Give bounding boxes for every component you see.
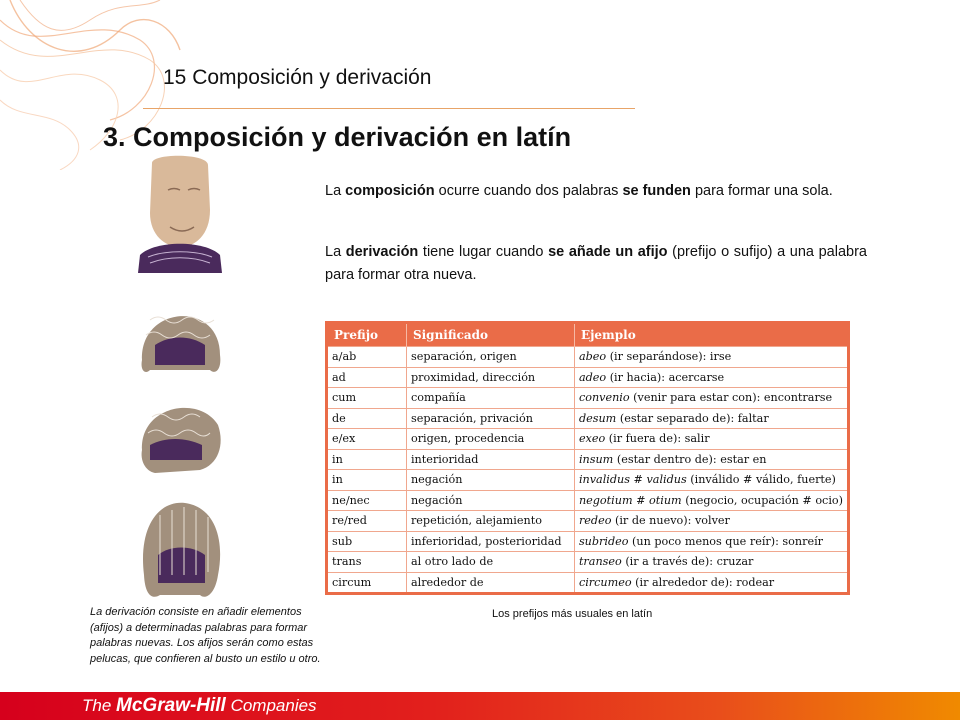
example-latin-word: invalidus # validus bbox=[578, 473, 687, 487]
bust-and-wigs-illustration bbox=[130, 155, 230, 605]
example-translation: (ir fuera de): salir bbox=[605, 432, 710, 446]
meaning-cell: repetición, alejamiento bbox=[406, 511, 574, 532]
table-row bbox=[327, 367, 849, 388]
meaning-cell: compañía bbox=[406, 388, 574, 409]
meaning-cell: negación bbox=[406, 490, 574, 511]
example-translation: (venir para estar con): encontrarse bbox=[629, 391, 833, 405]
example-cell bbox=[574, 347, 848, 368]
example-translation: (ir alrededor de): rodear bbox=[631, 575, 775, 589]
composition-paragraph bbox=[325, 180, 867, 203]
table-row bbox=[327, 429, 849, 450]
example-cell bbox=[574, 449, 848, 470]
p1-text-3: para formar una sola. bbox=[690, 183, 833, 199]
example-translation: (ir de nuevo): volver bbox=[611, 514, 730, 528]
example-latin-word: transeo bbox=[578, 555, 622, 569]
meaning-cell: separación, origen bbox=[406, 347, 574, 368]
prefix-cell: ad bbox=[327, 367, 407, 388]
table-row bbox=[327, 490, 849, 511]
prefix-cell: re/red bbox=[327, 511, 407, 532]
p1-text-1: La bbox=[325, 183, 346, 199]
meaning-cell: negación bbox=[406, 470, 574, 491]
table-row bbox=[327, 511, 849, 532]
derivation-paragraph bbox=[325, 241, 867, 287]
p1-bold-composicion: composición bbox=[345, 183, 435, 199]
section-header: 15 Composición y derivación bbox=[163, 66, 432, 89]
example-latin-word: desum bbox=[578, 411, 617, 425]
example-translation: (estar separado de): faltar bbox=[616, 411, 769, 425]
wig-caption: La derivación consiste en añadir elementos (afijos) a determinadas palabras para formar palabras nuevas. Los afijos serán como estas pelucas, que confieren al busto un estilo u otro. bbox=[90, 606, 321, 665]
example-translation: (ir separándose): irse bbox=[606, 350, 732, 364]
example-translation: (negocio, ocupación # ocio) bbox=[681, 493, 843, 507]
footer-bar bbox=[0, 692, 960, 720]
wig-3 bbox=[143, 503, 220, 597]
prefix-table bbox=[325, 321, 850, 595]
prefix-cell: in bbox=[327, 470, 407, 491]
brand-prefix: The bbox=[82, 696, 117, 715]
example-cell bbox=[574, 367, 848, 388]
wig-1 bbox=[142, 316, 221, 372]
p2-bold-derivacion: derivación bbox=[345, 244, 419, 260]
prefix-cell: circum bbox=[327, 572, 407, 594]
header-prefijo: Prefijo bbox=[327, 323, 407, 347]
header-ejemplo: Ejemplo bbox=[574, 323, 848, 347]
meaning-cell: separación, privación bbox=[406, 408, 574, 429]
table-row bbox=[327, 572, 849, 594]
meaning-cell: origen, procedencia bbox=[406, 429, 574, 450]
table-row bbox=[327, 552, 849, 573]
example-cell bbox=[574, 490, 848, 511]
example-latin-word: abeo bbox=[578, 350, 607, 364]
meaning-cell: interioridad bbox=[406, 449, 574, 470]
example-cell bbox=[574, 552, 848, 573]
example-translation: (estar dentro de): estar en bbox=[613, 452, 767, 466]
p1-text-2: ocurre cuando dos palabras bbox=[434, 183, 623, 199]
meaning-cell: alrededor de bbox=[406, 572, 574, 594]
p1-bold-se-funden: se funden bbox=[622, 183, 691, 199]
p2-text-3: (prefijo o sufijo) a una palabra para formar otra nueva. bbox=[325, 244, 867, 283]
table-caption: Los prefijos más usuales en latín bbox=[492, 608, 653, 620]
prefix-cell: de bbox=[327, 408, 407, 429]
p2-text-1: La bbox=[325, 244, 346, 260]
example-cell bbox=[574, 388, 848, 409]
example-cell bbox=[574, 470, 848, 491]
example-latin-word: redeo bbox=[578, 514, 612, 528]
example-latin-word: exeo bbox=[578, 432, 606, 446]
prefix-cell: ne/nec bbox=[327, 490, 407, 511]
example-latin-word: convenio bbox=[578, 391, 630, 405]
slide-title: 3. Composición y derivación en latín bbox=[103, 122, 572, 152]
example-latin-word: adeo bbox=[578, 370, 607, 384]
table-row bbox=[327, 531, 849, 552]
example-latin-word: negotium # otium bbox=[578, 493, 682, 507]
example-cell bbox=[574, 531, 848, 552]
meaning-cell: al otro lado de bbox=[406, 552, 574, 573]
header-divider bbox=[143, 108, 635, 109]
example-cell bbox=[574, 511, 848, 532]
table-row bbox=[327, 347, 849, 368]
table-header-row bbox=[327, 323, 849, 347]
wig-2 bbox=[142, 408, 221, 473]
bust-figure bbox=[138, 156, 222, 273]
example-latin-word: circumeo bbox=[578, 575, 632, 589]
prefix-cell: cum bbox=[327, 388, 407, 409]
meaning-cell: inferioridad, posterioridad bbox=[406, 531, 574, 552]
table-row bbox=[327, 470, 849, 491]
example-cell bbox=[574, 572, 848, 594]
meaning-cell: proximidad, dirección bbox=[406, 367, 574, 388]
example-cell bbox=[574, 408, 848, 429]
prefix-cell: in bbox=[327, 449, 407, 470]
example-translation: (inválido # válido, fuerte) bbox=[686, 473, 836, 487]
example-translation: (un poco menos que reír): sonreír bbox=[628, 534, 824, 548]
prefix-cell: e/ex bbox=[327, 429, 407, 450]
example-translation: (ir hacia): acercarse bbox=[606, 370, 725, 384]
prefix-cell: sub bbox=[327, 531, 407, 552]
table-row bbox=[327, 388, 849, 409]
prefix-cell: a/ab bbox=[327, 347, 407, 368]
example-latin-word: subrideo bbox=[578, 534, 629, 548]
table-row bbox=[327, 408, 849, 429]
brand-suffix: Companies bbox=[225, 696, 317, 715]
prefix-cell: trans bbox=[327, 552, 407, 573]
example-cell bbox=[574, 429, 848, 450]
table-row bbox=[327, 449, 849, 470]
p2-text-2: tiene lugar cuando bbox=[418, 244, 549, 260]
publisher-logo bbox=[82, 695, 317, 717]
p2-bold-se-anade: se añade un afijo bbox=[548, 244, 668, 260]
brand-name: McGraw-Hill bbox=[116, 695, 226, 716]
header-significado: Significado bbox=[406, 323, 574, 347]
example-latin-word: insum bbox=[578, 452, 614, 466]
example-translation: (ir a través de): cruzar bbox=[621, 555, 754, 569]
